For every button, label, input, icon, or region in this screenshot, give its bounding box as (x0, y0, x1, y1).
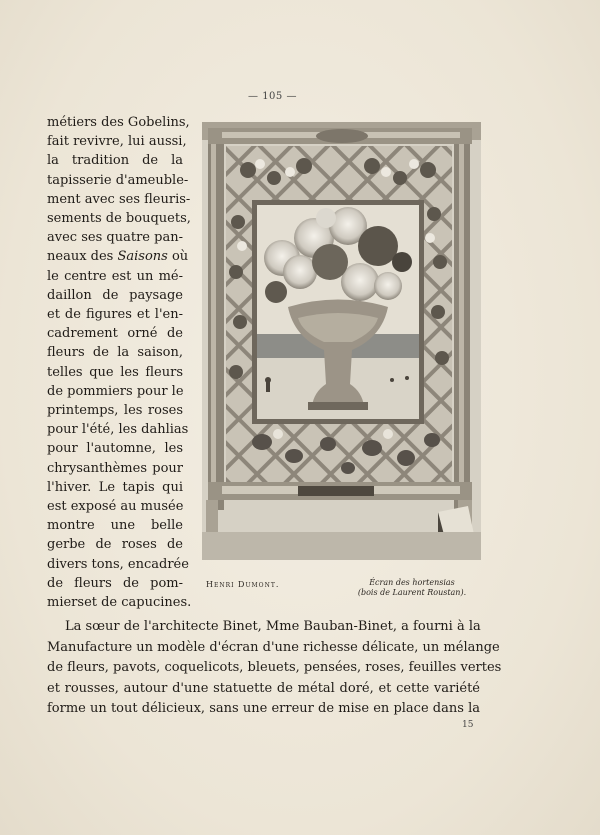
column-line: avec ses quatre pan- (47, 230, 183, 246)
paragraph-line: de fleurs, pavots, coquelicots, bleuets, pensées, roses, feuilles vertes (47, 660, 502, 675)
signature-mark: 15 (462, 720, 474, 730)
column-line: et de figures et l'en- (47, 307, 183, 323)
caption-title: Écran des hortensias (369, 578, 455, 587)
column-line: ment avec ses fleuris- (47, 191, 191, 207)
paragraph-line: La sœur de l'architecte Binet, Mme Bauban-Binet, a fourni à la (65, 619, 481, 634)
column-line: fleurs de la saison, (47, 345, 183, 361)
column-line: sements de bouquets, (47, 211, 191, 227)
caption-attribution: (bois de Laurent Roustan). (357, 588, 467, 597)
column-line: la tradition de la (47, 153, 183, 169)
column-line: printemps, les roses (47, 403, 183, 419)
paragraph-line: et rousses, autour d'une statuette de métal doré, et cette variété (47, 680, 480, 696)
column-line: le centre est un mé- (47, 268, 183, 284)
screen-photograph (202, 122, 481, 560)
column-line: telles que les fleurs (47, 364, 183, 380)
column-line: daillon de paysage (47, 287, 183, 303)
column-line: métiers des Gobelins, (47, 115, 190, 130)
column-line: mierset de capucines. (47, 595, 192, 611)
column-line: pour l'automne, les (47, 441, 183, 457)
column-line: est exposé au musée (47, 499, 184, 515)
column-line: montre une belle (47, 518, 183, 534)
photo-caption (342, 578, 482, 598)
italic-word: Saisons (117, 249, 168, 265)
column-line: chrysanthèmes pour (47, 460, 183, 476)
column-line: cadrement orné de (47, 326, 183, 342)
page-number: — 105 — (248, 91, 297, 102)
column-line: neaux des Saisons où (47, 249, 189, 265)
hydrangea-screen-image (202, 122, 481, 560)
column-line: fait revivre, lui aussi, (47, 134, 187, 150)
column-line: pour l'été, les dahlias (47, 422, 189, 438)
column-line: de pommiers pour le (47, 383, 184, 399)
paragraph-line: forme un tout délicieux, sans une erreur de mise en place dans la (47, 701, 480, 716)
column-line: tapisserie d'ameuble- (47, 172, 189, 188)
photo-credit: Henri Dumont. (206, 580, 280, 589)
paragraph-line: Manufacture un modèle d'écran d'une richesse délicate, un mélange (47, 639, 500, 655)
column-line: de fleurs de pom- (47, 575, 183, 591)
column-line: l'hiver. Le tapis qui (47, 479, 183, 495)
text-column (47, 113, 192, 612)
body-paragraph (47, 617, 502, 720)
column-line: divers tons, encadrée (47, 556, 189, 572)
column-line: gerbe de roses de (47, 537, 183, 553)
